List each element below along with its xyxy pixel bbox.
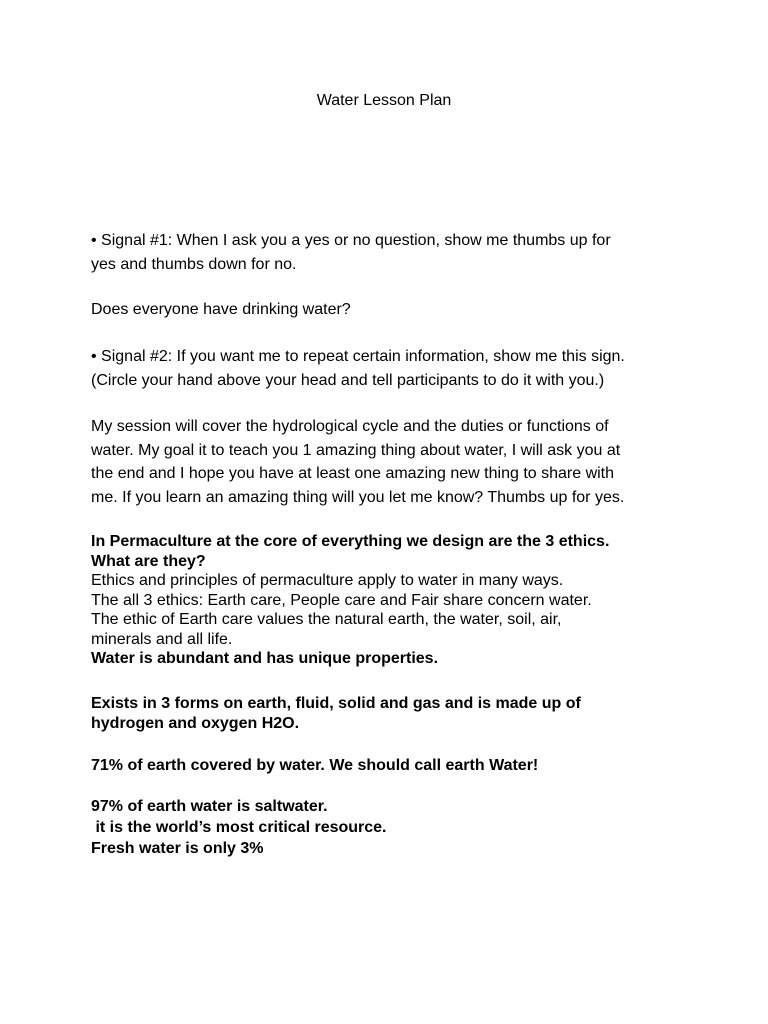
session-line-3: the end and I hope you have at least one amazing new thing to share with [91, 465, 615, 482]
permaculture-closing-line: Water is abundant and has unique properties. [91, 650, 439, 667]
signal-2-paragraph [91, 345, 691, 392]
permaculture-body-line-2: The all 3 ethics: Earth care, People care and Fair share concern water. [91, 591, 592, 609]
signal-2-line-1: • Signal #2: If you want me to repeat certain information, show me this sign. [91, 348, 625, 365]
session-line-2: water. My goal it to teach you 1 amazing thing about water, I will ask you at [91, 441, 621, 459]
session-line-1: My session will cover the hydrological cycle and the duties or functions of [91, 418, 609, 435]
forms-line-2: hydrogen and oxygen H2O. [91, 714, 300, 732]
coverage-line: 71% of earth covered by water. We should call earth Water! [91, 757, 539, 774]
session-line-4: me. If you learn an amazing thing will you let me know? Thumbs up for yes. [91, 488, 625, 506]
signal-1-line-1: • Signal #1: When I ask you a yes or no question, show me thumbs up for [91, 232, 611, 249]
permaculture-body-line-4: minerals and all life. [91, 630, 233, 648]
permaculture-heading-line-1: In Permaculture at the core of everything we design are the 3 ethics. [91, 533, 610, 550]
permaculture-body-line-3: The ethic of Earth care values the natural earth, the water, soil, air, [91, 611, 562, 628]
signal-2-line-2: (Circle your hand above your head and tell participants to do it with you.) [91, 371, 605, 389]
signal-1-paragraph [91, 229, 691, 276]
drinking-water-question [91, 298, 691, 322]
saltwater-line-2: it is the world’s most critical resource. [91, 819, 387, 836]
document-title: Water Lesson Plan [316, 92, 452, 109]
permaculture-heading-line-2: What are they? [91, 552, 206, 570]
permaculture-section [91, 532, 691, 669]
forms-line-1: Exists in 3 forms on earth, fluid, solid and gas and is made up of [91, 695, 581, 712]
saltwater-line-1: 97% of earth water is saltwater. [91, 798, 328, 815]
earth-coverage-paragraph [91, 756, 691, 776]
session-paragraph [91, 415, 691, 509]
signal-1-line-2: yes and thumbs down for no. [91, 255, 297, 273]
water-forms-paragraph [91, 694, 691, 733]
question-line: Does everyone have drinking water? [91, 301, 351, 318]
saltwater-line-3: Fresh water is only 3% [91, 840, 264, 857]
saltwater-paragraph [91, 796, 691, 859]
permaculture-body-line-1: Ethics and principles of permaculture apply to water in many ways. [91, 572, 564, 589]
